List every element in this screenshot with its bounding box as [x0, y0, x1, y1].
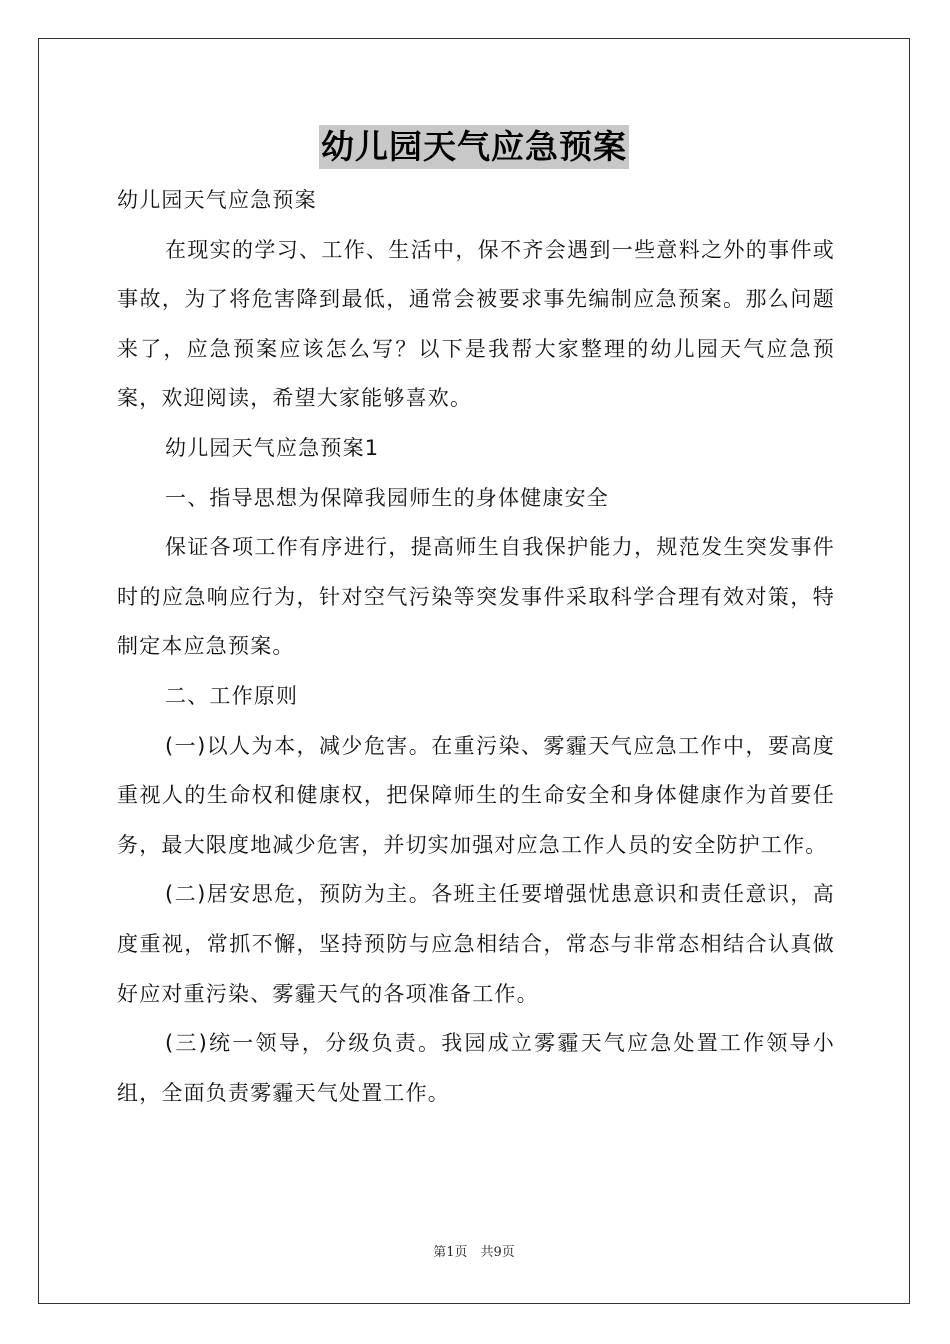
paragraph: 在现实的学习、工作、生活中，保不齐会遇到一些意料之外的事件或事故，为了将危害降到最低，通常会被要求事先编制应急预案。那么问题来了，应急预案应该怎么写？以下是我帮大家整理的幼儿园天气应急预案，欢迎阅读，希望大家能够喜欢。	[117, 237, 835, 411]
paragraph: (一)以人为本，减少危害。在重污染、雾霾天气应急工作中，要高度重视人的生命权和健康权，把保障师生的生命安全和身体健康作为首要任务，最大限度地减少危害，并切实加强对应急工作人员的安全防护工作。	[117, 733, 835, 857]
document-body	[117, 176, 835, 1118]
page-footer: 第1页 共9页	[433, 1245, 515, 1260]
document-page	[38, 38, 910, 1304]
paragraph: 一、指导思想为保障我园师生的身体健康安全	[165, 485, 609, 510]
paragraph: (三)统一领导，分级负责。我园成立雾霾天气应急处置工作领导小组，全面负责雾霾天气处置工作。	[117, 1031, 835, 1105]
paragraph: 二、工作原则	[165, 683, 299, 708]
title-container	[39, 125, 909, 169]
paragraph: 保证各项工作有序进行，提高师生自我保护能力，规范发生突发事件时的应急响应行为，针对空气污染等突发事件采取科学合理有效对策，特制定本应急预案。	[117, 535, 835, 659]
paragraph: (二)居安思危，预防为主。各班主任要增强忧患意识和责任意识，高度重视，常抓不懈，坚持预防与应急相结合，常态与非常态相结合认真做好应对重污染、雾霾天气的各项准备工作。	[117, 882, 835, 1006]
document-title: 幼儿园天气应急预案	[319, 125, 629, 169]
paragraph: 幼儿园天气应急预案1	[165, 435, 380, 460]
paragraph: 幼儿园天气应急预案	[117, 188, 317, 212]
